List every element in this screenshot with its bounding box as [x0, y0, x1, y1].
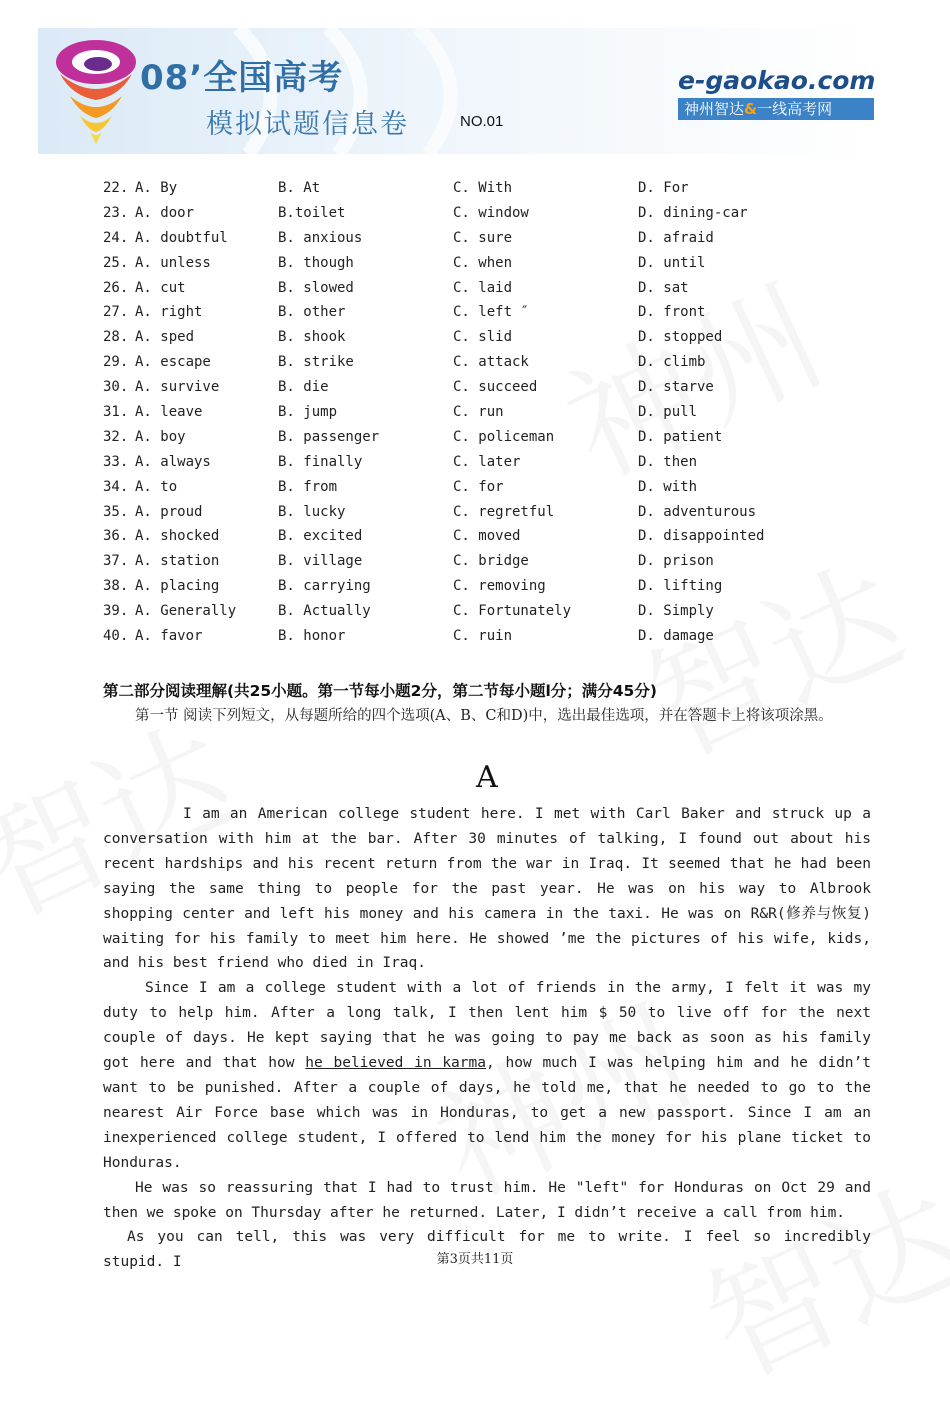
option-b: B. jump [278, 404, 338, 421]
options-list [103, 180, 863, 653]
question-number: 34. [103, 478, 129, 495]
option-a: A. leave [135, 404, 203, 421]
paragraph-text: Since I am a college student with a lot of friends in the army, I felt it was my duty to help him. After a long talk, I then lent him $ 50 to live off for the next couple of days. He kept saying that he was going to pay me back as soon as his family got here and that how [103, 980, 871, 1072]
option-c: C. policeman [453, 428, 555, 445]
option-c: C. for [453, 478, 504, 495]
option-b: B. anxious [278, 229, 363, 246]
section-title: 第二部分阅读理解(共25小题。第一节每小题2分，第二节每小题l分；满分45分) [103, 682, 657, 700]
option-a: A. placing [135, 578, 220, 595]
option-row [103, 429, 863, 454]
question-number: 23. [103, 204, 129, 221]
paragraph-text: , how much I was helping him and he didn’t want to be punished. After a couple of days, he told me, that he needed to go to the nearest Air Force base which was in Honduras, to get a new passport. Since I am an inexperienced college student, I offered to lend him the money for his plane ticket to Honduras. [103, 1055, 871, 1171]
brand-cn-right: 一线高考网 [757, 100, 833, 118]
option-d: D. damage [638, 628, 714, 645]
option-d: D. lifting [638, 578, 723, 595]
option-d: D. prison [638, 553, 714, 570]
option-b: B. lucky [278, 503, 346, 520]
option-c: C. later [453, 453, 521, 470]
option-a: A. sped [135, 329, 195, 346]
paragraph: He was so reassuring that I had to trust him. He "left" for Honduras on Oct 29 and then we spoke on Thursday after he returned. Later, I didn’t receive a call from him. [103, 1179, 871, 1221]
question-number: 25. [103, 254, 129, 271]
option-c: C. removing [453, 578, 546, 595]
logo-swirl-icon [50, 34, 142, 146]
option-a: A. Generally [135, 603, 237, 620]
option-row [103, 628, 863, 653]
option-b: B. slowed [278, 279, 354, 296]
question-number: 30. [103, 379, 129, 396]
option-a: A. escape [135, 354, 211, 371]
option-b: B.toilet [278, 204, 346, 221]
header-subtitle: 模拟试题信息卷 [206, 109, 409, 140]
option-b: B. finally [278, 453, 363, 470]
option-d: D. starve [638, 379, 714, 396]
option-row [103, 553, 863, 578]
option-d: D. climb [638, 354, 706, 371]
question-number: 36. [103, 528, 129, 545]
option-b: B. passenger [278, 428, 380, 445]
option-b: B. though [278, 254, 354, 271]
option-row [103, 404, 863, 429]
option-b: B. honor [278, 628, 346, 645]
option-b: B. other [278, 304, 346, 321]
option-d: D. dining-car [638, 204, 748, 221]
page-footer: 第3页共11页 [436, 1252, 514, 1267]
option-a: A. unless [135, 254, 211, 271]
paragraph: I am an American college student here. I met with Carl Baker and struck up a conversation with him at the bar. After 30 minutes of talking, I found out about his recent hardships and his recent return from the war in Iraq. It seemed that he had been saying the same thing to people for the past year. He was on his way to Albrook shopping center and left his money and his camera in the taxi. He was on R&R(修养与恢复) waiting for his family to meet him here. He showed ’me the pictures of his wife, kids, and his best friend who died in Iraq. [103, 806, 871, 972]
option-b: B. Actually [278, 603, 371, 620]
option-row [103, 329, 863, 354]
question-number: 28. [103, 329, 129, 346]
brand-domain: e-gaokao.com [678, 66, 876, 95]
option-a: A. always [135, 453, 211, 470]
option-b: B. village [278, 553, 363, 570]
option-a: A. door [135, 204, 195, 221]
option-b: B. die [278, 379, 329, 396]
option-row [103, 504, 863, 529]
option-c: C. window [453, 204, 529, 221]
option-c: C. bridge [453, 553, 529, 570]
option-c: C. laid [453, 279, 513, 296]
option-d: D. until [638, 254, 706, 271]
option-b: B. At [278, 180, 321, 196]
option-d: D. sat [638, 279, 689, 296]
option-b: B. excited [278, 528, 363, 545]
option-row [103, 205, 863, 230]
question-number: 29. [103, 354, 129, 371]
option-d: D. For [638, 180, 689, 196]
option-row [103, 280, 863, 305]
question-number: 31. [103, 404, 129, 421]
option-row [103, 528, 863, 553]
option-row [103, 379, 863, 404]
underlined-phrase: he believed in karma [305, 1055, 486, 1072]
option-a: A. cut [135, 279, 186, 296]
option-d: D. Simply [638, 603, 714, 620]
option-a: A. right [135, 304, 203, 321]
passage-body [103, 802, 871, 1275]
header-banner [38, 28, 878, 154]
option-b: B. strike [278, 354, 354, 371]
option-a: A. favor [135, 628, 203, 645]
option-row [103, 180, 863, 205]
option-d: D. disappointed [638, 528, 765, 545]
question-number: 37. [103, 553, 129, 570]
option-row [103, 603, 863, 628]
option-b: B. from [278, 478, 338, 495]
issue-number: NO.01 [460, 113, 504, 130]
paragraph [103, 976, 871, 1175]
question-number: 38. [103, 578, 129, 595]
option-row [103, 354, 863, 379]
passage-letter: A [476, 760, 498, 795]
section-instruction: 第一节 阅读下列短文，从每题所给的四个选项(A、B、C和D)中，选出最佳选项，并在答题卡上将该项涂黑。 [135, 708, 833, 724]
option-c: C. Fortunately [453, 603, 572, 620]
brand-cn-bar [678, 98, 874, 120]
option-d: D. afraid [638, 229, 714, 246]
option-d: D. then [638, 453, 698, 470]
question-number: 26. [103, 279, 129, 296]
option-d: D. stopped [638, 329, 723, 346]
option-c: C. run [453, 404, 504, 421]
option-c: C. succeed [453, 379, 538, 396]
question-number: 22. [103, 180, 129, 196]
option-d: D. with [638, 478, 698, 495]
option-c: C. attack [453, 354, 529, 371]
header-title: 08’全国高考 [140, 58, 344, 98]
option-a: A. proud [135, 503, 203, 520]
option-a: A. boy [135, 428, 186, 445]
brand-cn-left: 神州智达 [684, 100, 745, 118]
option-c: C. when [453, 254, 513, 271]
option-row [103, 255, 863, 280]
option-c: C. slid [453, 329, 513, 346]
option-c: C. regretful [453, 503, 555, 520]
question-number: 32. [103, 428, 129, 445]
question-number: 39. [103, 603, 129, 620]
option-d: D. adventurous [638, 503, 757, 520]
question-number: 33. [103, 453, 129, 470]
option-d: D. patient [638, 428, 723, 445]
option-d: D. pull [638, 404, 698, 421]
option-a: A. to [135, 478, 178, 495]
option-a: A. survive [135, 379, 220, 396]
question-number: 40. [103, 628, 129, 645]
question-number: 24. [103, 229, 129, 246]
brand-cn-amp: & [744, 100, 758, 118]
option-row [103, 454, 863, 479]
option-b: B. carrying [278, 578, 371, 595]
paragraph: As you can tell, this was very difficult for me to write. I feel so incredibly stupid. I [103, 1229, 871, 1271]
option-c: C. ruin [453, 628, 513, 645]
option-c: C. left ″ [453, 304, 529, 321]
option-c: C. sure [453, 229, 513, 246]
option-row [103, 578, 863, 603]
option-row [103, 304, 863, 329]
option-b: B. shook [278, 329, 346, 346]
option-row [103, 479, 863, 504]
option-a: A. By [135, 180, 178, 196]
question-number: 27. [103, 304, 129, 321]
option-a: A. station [135, 553, 220, 570]
question-number: 35. [103, 503, 129, 520]
option-c: C. moved [453, 528, 521, 545]
option-c: C. With [453, 180, 513, 196]
option-a: A. shocked [135, 528, 220, 545]
option-d: D. front [638, 304, 706, 321]
option-a: A. doubtful [135, 229, 228, 246]
option-row [103, 230, 863, 255]
